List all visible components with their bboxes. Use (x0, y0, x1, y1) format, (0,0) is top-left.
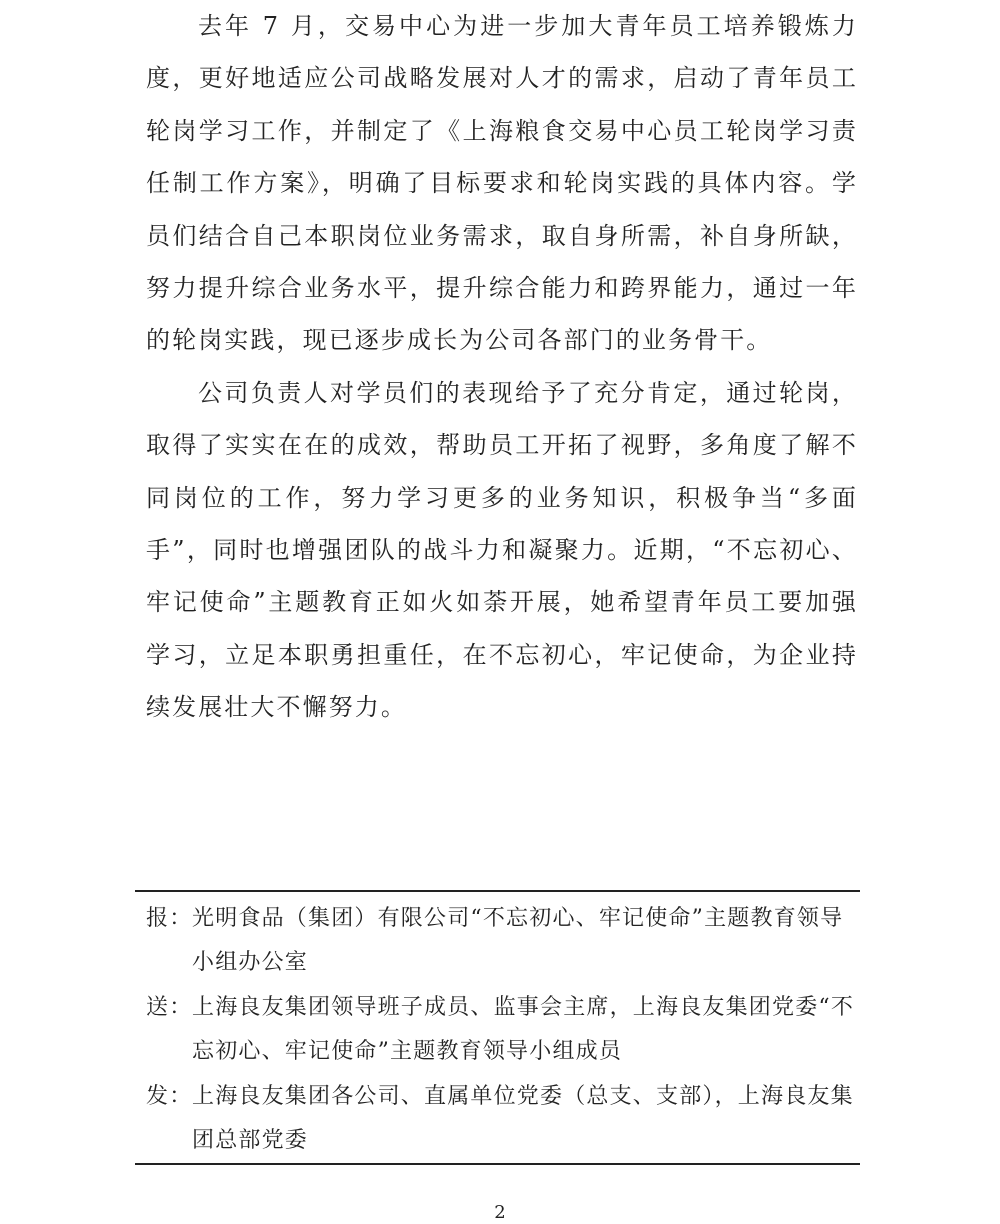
distribution-text-report: 光明食品（集团）有限公司“不忘初心、牢记使命”主题教育领导小组办公室 (192, 906, 844, 975)
distribution-bottom-rule (135, 1163, 860, 1165)
distribution-label-issue: 发： (146, 1084, 193, 1109)
distribution-send (146, 986, 858, 1074)
distribution-label-report: 报： (146, 906, 193, 931)
page-number: 2 (494, 1202, 506, 1223)
distribution-text-issue: 上海良友集团各公司、直属单位党委（总支、支部），上海良友集团总部党委 (192, 1084, 854, 1153)
paragraph-leader-comment: 公司负责人对学员们的表现给予了充分肯定，通过轮岗，取得了实实在在的成效，帮助员工开拓了视野，多角度了解不同岗位的工作，努力学习更多的业务知识，积极争当“多面手”，同时也增强团队的战斗力和凝聚力。近期，“不忘初心、牢记使命”主题教育正如火如荼开展，她希望青年员工要加强学习，立足本职勇担重任，在不忘初心，牢记使命，为企业持续发展壮大不懈努力。 (146, 378, 858, 722)
body-text (146, 0, 858, 734)
distribution-label-send: 送： (146, 995, 193, 1020)
paragraph-job-rotation: 去年 7 月，交易中心为进一步加大青年员工培养锻炼力度，更好地适应公司战略发展对人才的需求，启动了青年员工轮岗学习工作，并制定了《上海粮食交易中心员工轮岗学习责任制工作方案》，明确了目标要求和轮岗实践的具体内容。学员们结合自己本职岗位业务需求，取自身所需，补自身所缺，努力提升综合业务水平，提升综合能力和跨界能力，通过一年的轮岗实践，现已逐步成长为公司各部门的业务骨干。 (146, 12, 858, 355)
distribution-top-rule (135, 890, 860, 892)
distribution-report (146, 897, 858, 985)
distribution-row (146, 986, 858, 1074)
distribution-row (146, 1075, 858, 1163)
distribution-row (146, 897, 858, 985)
distribution-issue (146, 1075, 858, 1163)
distribution-text-send: 上海良友集团领导班子成员、监事会主席，上海良友集团党委“不忘初心、牢记使命”主题教育领导小组成员 (192, 995, 855, 1064)
